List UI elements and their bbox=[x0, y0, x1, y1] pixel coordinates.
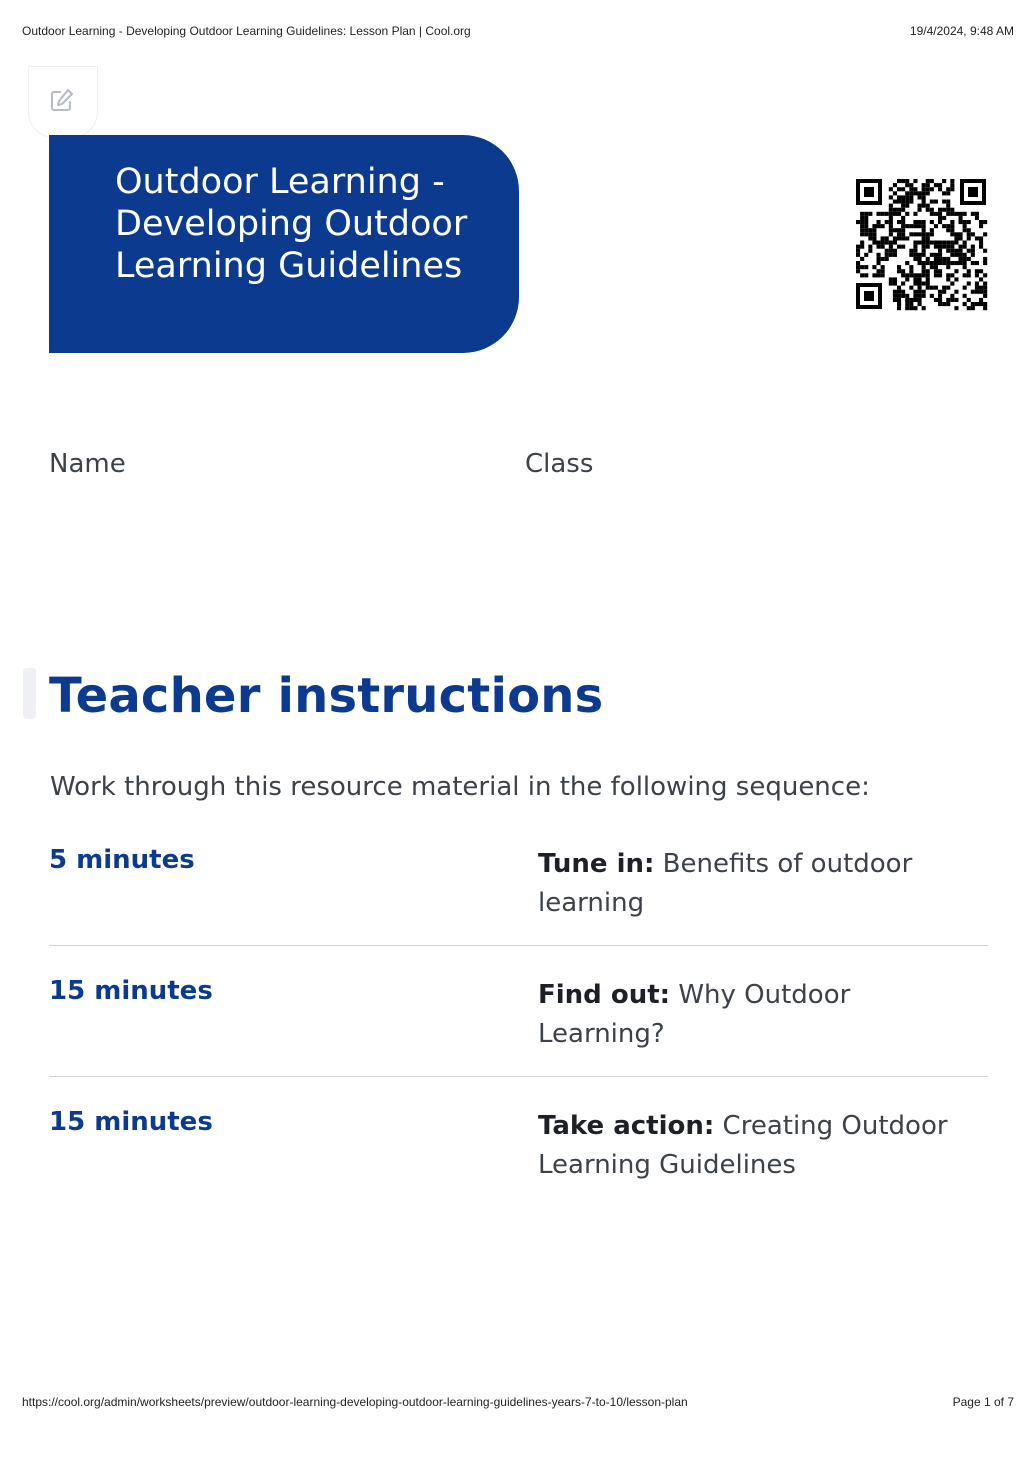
row-stage: Find out: bbox=[538, 980, 671, 1010]
qr-code bbox=[854, 177, 988, 311]
row-activity bbox=[538, 1107, 978, 1185]
heading-accent-bar bbox=[23, 668, 36, 719]
print-footer-url: https://cool.org/admin/worksheets/preview/outdoor-learning-developing-outdoor-learning-guidelines-years-7-to-10/lesson-plan bbox=[22, 1395, 688, 1409]
name-field-label: Name bbox=[49, 449, 126, 479]
worksheet-title: Outdoor Learning - Developing Outdoor Learning Guidelines bbox=[115, 162, 468, 286]
row-divider bbox=[49, 945, 988, 946]
row-activity-text: Why Outdoor Learning? bbox=[538, 980, 851, 1049]
row-divider bbox=[49, 1076, 988, 1077]
title-card bbox=[49, 135, 519, 353]
edit-button[interactable] bbox=[28, 66, 98, 138]
row-duration: 15 minutes bbox=[49, 976, 213, 1006]
row-duration: 5 minutes bbox=[49, 845, 195, 875]
print-header-title: Outdoor Learning - Developing Outdoor Learning Guidelines: Lesson Plan | Cool.org bbox=[22, 24, 471, 38]
print-footer-page-number: Page 1 of 7 bbox=[952, 1395, 1014, 1409]
row-stage: Tune in: bbox=[538, 849, 655, 879]
row-activity-text: Benefits of outdoor learning bbox=[538, 849, 913, 918]
class-field-label: Class bbox=[525, 449, 594, 479]
print-header-datetime: 19/4/2024, 9:48 AM bbox=[909, 24, 1014, 38]
row-duration: 15 minutes bbox=[49, 1107, 213, 1137]
pencil-edit-icon bbox=[48, 86, 76, 114]
row-activity bbox=[538, 845, 978, 923]
row-activity-text: Creating Outdoor Learning Guidelines bbox=[538, 1111, 948, 1180]
row-activity bbox=[538, 976, 978, 1054]
section-heading: Teacher instructions bbox=[49, 668, 604, 724]
row-stage: Take action: bbox=[538, 1111, 715, 1141]
intro-text: Work through this resource material in the following sequence: bbox=[50, 772, 870, 802]
